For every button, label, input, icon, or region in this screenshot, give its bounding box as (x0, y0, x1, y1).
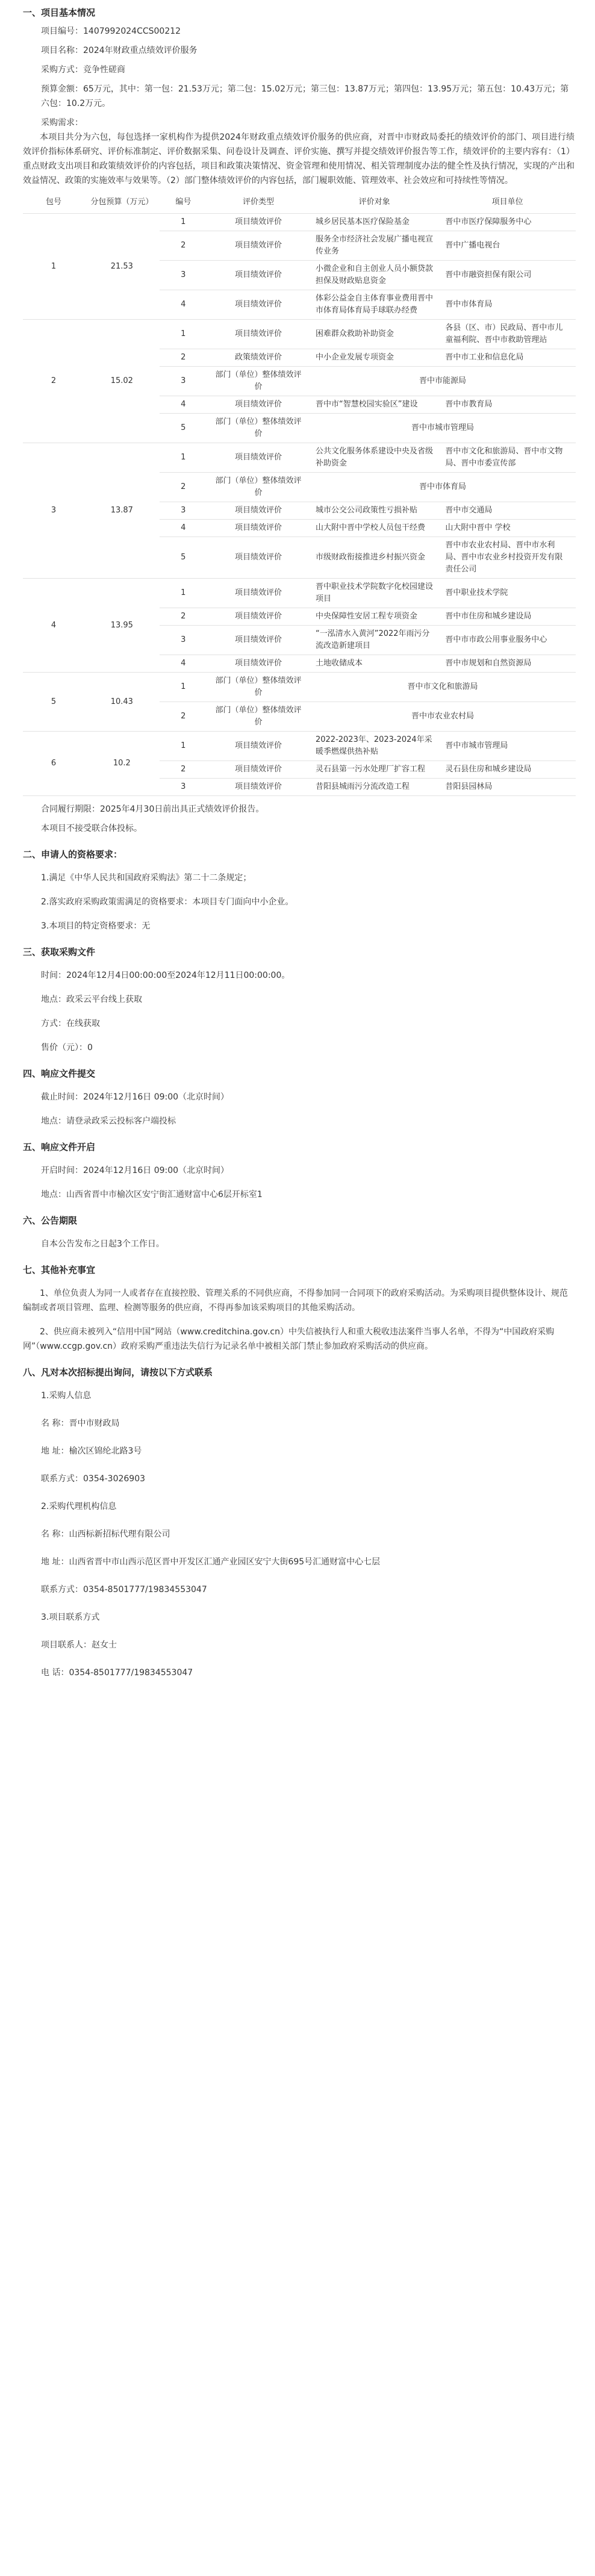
item-number-cell: 4 (160, 655, 207, 673)
item-number-cell: 2 (160, 702, 207, 732)
eval-type-cell: 项目绩效评价 (207, 290, 310, 320)
item-number-cell: 3 (160, 626, 207, 655)
header-eval-type: 评价类型 (207, 191, 310, 214)
opening-time: 开启时间：2024年12月16日 09:00（北京时间） (41, 1166, 229, 1175)
item-number-cell: 1 (160, 320, 207, 349)
item-number-cell: 1 (160, 673, 207, 702)
agent-heading: 2.采购代理机构信息 (41, 1502, 117, 1511)
project-unit-cell: 晋中市工业和信息化局 (439, 349, 576, 367)
item-number-cell: 1 (160, 214, 207, 231)
project-unit-cell: 灵石县住房和城乡建设局 (439, 761, 576, 779)
project-unit-cell: 晋中广播电视台 (439, 231, 576, 261)
section-title: 八、凡对本次招标提出询问，请按以下方式联系 (23, 1367, 213, 1378)
eval-object-cell: 服务全市经济社会发展广播电视宣传业务 (310, 231, 439, 261)
item-number-cell: 2 (160, 761, 207, 779)
package-table (23, 191, 576, 796)
eval-object-cell: 中小企业发展专项资金 (310, 349, 439, 367)
eval-type-cell: 部门（单位）整体绩效评价 (207, 473, 310, 502)
package-number-cell: 5 (23, 673, 84, 732)
agent-address: 地 址：山西省晋中市山西示范区晋中开发区汇通产业园区安宁大街695号汇通财富中心七层 (41, 1557, 381, 1567)
item-number-cell: 3 (160, 779, 207, 796)
procurement-method: 采购方式：竞争性磋商 (41, 65, 125, 75)
eval-type-cell: 部门（单位）整体绩效评价 (207, 414, 310, 443)
notice-period-text: 自本公告发布之日起3个工作日。 (41, 1239, 164, 1249)
section-title: 七、其他补充事宜 (23, 1265, 96, 1275)
eval-object-cell: 公共文化服务体系建设中央及省级补助资金 (310, 443, 439, 473)
section-submission (23, 1065, 575, 1128)
eval-object-cell: 山大附中晋中学校人员包干经费 (310, 520, 439, 537)
eval-type-cell: 项目绩效评价 (207, 655, 310, 673)
eval-type-cell: 项目绩效评价 (207, 396, 310, 414)
eval-type-cell: 项目绩效评价 (207, 214, 310, 231)
section-title: 三、获取采购文件 (23, 947, 96, 957)
package-number-cell: 2 (23, 320, 84, 443)
project-unit-cell: 山大附中晋中 学校 (439, 520, 576, 537)
table-row (23, 214, 576, 231)
header-eval-object: 评价对象 (310, 191, 439, 214)
eval-object-cell: 土地收储成本 (310, 655, 439, 673)
eval-type-cell: 项目绩效评价 (207, 443, 310, 473)
project-unit-cell: 晋中市城市管理局 (439, 732, 576, 761)
eval-type-cell: 政策绩效评价 (207, 349, 310, 367)
header-project-unit: 项目单位 (439, 191, 576, 214)
project-unit-cell: 晋中市交通局 (439, 502, 576, 520)
item-number-cell: 2 (160, 608, 207, 626)
eval-type-cell: 项目绩效评价 (207, 779, 310, 796)
project-unit-cell: 晋中市教育局 (439, 396, 576, 414)
section-notice-period (23, 1212, 575, 1251)
eval-object-cell: 晋中市体育局 (310, 473, 576, 502)
obtain-time: 时间：2024年12月4日00:00:00至2024年12月11日00:00:00。 (41, 971, 290, 980)
eval-type-cell: 项目绩效评价 (207, 502, 310, 520)
project-unit-cell: 晋中市农业农村局、晋中市水利局、晋中市农业乡村投资开发有限责任公司 (439, 537, 576, 579)
project-number: 项目编号：1407992024CCS00212 (41, 26, 181, 36)
package-budget-cell: 13.87 (84, 443, 160, 579)
item-number-cell: 4 (160, 290, 207, 320)
obtain-place: 地点：政采云平台线上获取 (41, 995, 142, 1004)
package-number-cell: 3 (23, 443, 84, 579)
requirement-text: 本项目共分为六包，每包选择一家机构作为提供2024年财政重点绩效评价服务的供应商，对晋中市财政局委托的绩效评价的部门、项目进行绩效评价指标体系研究、评价标准制定、评价数据采集、问卷设计及调查、评价实施、撰写并提交绩效评价报告等工作，绩效评价的主要内容有：（1）重点财政支出项目和政策绩效评价的内容包括，项目和政策决策情况、资金管理和使用情况、相关管理制度办法的健全性及执行情况，实现的产出和效益情况、政策的实施效率与效果等。（2）部门整体绩效评价的内容包括，部门履职效能、管理效率、社会效应和可持续性等情况。 (23, 132, 575, 185)
eval-object-cell: 晋中职业技术学院数字化校园建设项目 (310, 579, 439, 608)
section-title: 二、申请人的资格要求： (23, 849, 123, 860)
eval-type-cell: 部门（单位）整体绩效评价 (207, 367, 310, 396)
eval-object-cell: 灵石县第一污水处理厂扩容工程 (310, 761, 439, 779)
qualification-item: 1.满足《中华人民共和国政府采购法》第二十二条规定； (41, 873, 252, 883)
eval-object-cell: 市级财政衔接推进乡村振兴资金 (310, 537, 439, 579)
eval-object-cell: 2022-2023年、2023-2024年采暖季燃煤供热补贴 (310, 732, 439, 761)
eval-type-cell: 项目绩效评价 (207, 732, 310, 761)
item-number-cell: 5 (160, 537, 207, 579)
contact-heading: 3.项目联系方式 (41, 1613, 100, 1622)
contact-phone: 电 话：0354-8501777/19834553047 (41, 1668, 193, 1678)
package-budget-cell: 15.02 (84, 320, 160, 443)
item-number-cell: 1 (160, 732, 207, 761)
item-number-cell: 5 (160, 414, 207, 443)
project-unit-cell: 晋中市住房和城乡建设局 (439, 608, 576, 626)
eval-object-cell: 晋中市能源局 (310, 367, 576, 396)
project-unit-cell: 晋中市融资担保有限公司 (439, 261, 576, 290)
obtain-way: 方式：在线获取 (41, 1019, 100, 1028)
eval-object-cell: 小微企业和自主创业人员小额贷款担保及财政贴息资金 (310, 261, 439, 290)
eval-object-cell: 晋中市城市管理局 (310, 414, 576, 443)
package-number-cell: 6 (23, 732, 84, 796)
section-contacts (23, 1363, 575, 1680)
budget-amount: 预算金额：65万元，其中：第一包：21.53万元；第二包：15.02万元；第三包：13.87万元；第四包：13.95万元；第五包：10.43万元；第六包：10.2万元。 (41, 84, 569, 108)
header-item-no: 编号 (160, 191, 207, 214)
table-row (23, 732, 576, 761)
contact-person: 项目联系人：赵女士 (41, 1640, 117, 1650)
table-row (23, 443, 576, 473)
eval-type-cell: 部门（单位）整体绩效评价 (207, 673, 310, 702)
submission-deadline: 截止时间：2024年12月16日 09:00（北京时间） (41, 1092, 229, 1102)
project-unit-cell: 晋中市规划和自然资源局 (439, 655, 576, 673)
package-number-cell: 4 (23, 579, 84, 673)
requirement-label: 采购需求： (41, 118, 83, 128)
project-name: 项目名称：2024年财政重点绩效评价服务 (41, 46, 198, 55)
section-title: 一、项目基本情况 (23, 7, 96, 18)
eval-type-cell: 部门（单位）整体绩效评价 (207, 702, 310, 732)
item-number-cell: 4 (160, 396, 207, 414)
package-budget-cell: 13.95 (84, 579, 160, 673)
buyer-phone: 联系方式：0354-3026903 (41, 1474, 146, 1484)
project-unit-cell: 晋中职业技术学院 (439, 579, 576, 608)
qualification-item: 3.本项目的特定资格要求：无 (41, 921, 151, 931)
package-number-cell: 1 (23, 214, 84, 320)
eval-object-cell: 晋中市农业农村局 (310, 702, 576, 732)
section-title: 五、响应文件开启 (23, 1142, 96, 1153)
buyer-address: 地 址：榆次区锦纶北路3号 (41, 1446, 142, 1456)
eval-object-cell: 中央保障性安居工程专项资金 (310, 608, 439, 626)
item-number-cell: 1 (160, 579, 207, 608)
project-unit-cell: 昔阳县园林局 (439, 779, 576, 796)
buyer-name: 名 称：晋中市财政局 (41, 1419, 120, 1428)
item-number-cell: 2 (160, 349, 207, 367)
item-number-cell: 3 (160, 261, 207, 290)
table-row (23, 673, 576, 702)
qualification-item: 2.落实政府采购政策需满足的资格要求：本项目专门面向中小企业。 (41, 897, 294, 907)
item-number-cell: 3 (160, 502, 207, 520)
table-header-row (23, 191, 576, 214)
section-opening (23, 1138, 575, 1202)
project-unit-cell: 晋中市医疗保障服务中心 (439, 214, 576, 231)
eval-type-cell: 项目绩效评价 (207, 608, 310, 626)
project-unit-cell: 晋中市文化和旅游局、晋中市文物局、晋中市委宣传部 (439, 443, 576, 473)
agent-phone: 联系方式：0354-8501777/19834553047 (41, 1585, 207, 1594)
eval-type-cell: 项目绩效评价 (207, 231, 310, 261)
agent-name: 名 称：山西标新招标代理有限公司 (41, 1529, 170, 1539)
eval-type-cell: 项目绩效评价 (207, 579, 310, 608)
eval-type-cell: 项目绩效评价 (207, 761, 310, 779)
section-obtain-documents (23, 943, 575, 1055)
eval-object-cell: 昔阳县城雨污分流改造工程 (310, 779, 439, 796)
eval-type-cell: 项目绩效评价 (207, 626, 310, 655)
item-number-cell: 4 (160, 520, 207, 537)
package-budget-cell: 10.2 (84, 732, 160, 796)
table-row (23, 579, 576, 608)
section-title: 四、响应文件提交 (23, 1068, 96, 1079)
table-row (23, 320, 576, 349)
package-budget-cell: 10.43 (84, 673, 160, 732)
section-qualifications (23, 845, 575, 933)
eval-type-cell: 项目绩效评价 (207, 320, 310, 349)
header-package-no: 包号 (23, 191, 84, 214)
project-unit-cell: 晋中市体育局 (439, 290, 576, 320)
project-unit-cell: 各县（区、市）民政局、晋中市儿童福利院、晋中市救助管理站 (439, 320, 576, 349)
eval-object-cell: 困难群众救助补助资金 (310, 320, 439, 349)
eval-object-cell: 体彩公益金自主体育事业费用晋中市体育局体育局手球联办经费 (310, 290, 439, 320)
eval-object-cell: 城乡居民基本医疗保险基金 (310, 214, 439, 231)
header-package-budget: 分包预算（万元） (84, 191, 160, 214)
buyer-heading: 1.采购人信息 (41, 1391, 92, 1401)
eval-type-cell: 项目绩效评价 (207, 537, 310, 579)
item-number-cell: 2 (160, 231, 207, 261)
opening-place: 地点：山西省晋中市榆次区安宁街汇通财富中心6层开标室1 (41, 1190, 263, 1199)
package-budget-cell: 21.53 (84, 214, 160, 320)
consortium-note: 本项目不接受联合体投标。 (41, 824, 142, 833)
eval-object-cell: 晋中市“智慧校园实验区”建设 (310, 396, 439, 414)
item-number-cell: 2 (160, 473, 207, 502)
eval-object-cell: 晋中市文化和旅游局 (310, 673, 576, 702)
eval-object-cell: “一泓清水入黄河”2022年雨污分流改造新建项目 (310, 626, 439, 655)
eval-object-cell: 城市公交公司政策性亏损补贴 (310, 502, 439, 520)
other-matter-item: 2、供应商未被列入“信用中国”网站（www.creditchina.gov.cn）中失信被执行人和重大税收违法案件当事人名单，不得为“中国政府采购网”（www.ccgp.gov.cn）政府采购严重违法失信行为记录名单中被相关部门禁止参加政府采购活动的供应商。 (23, 1327, 555, 1351)
item-number-cell: 3 (160, 367, 207, 396)
submission-place: 地点：请登录政采云投标客户端投标 (41, 1116, 176, 1126)
other-matter-item: 1、单位负责人为同一人或者存在直接控股、管理关系的不同供应商，不得参加同一合同项下的政府采购活动。为采购项目提供整体设计、规范编制或者项目管理、监理、检测等服务的供应商，不得再参加该采购项目的其他采购活动。 (23, 1289, 568, 1313)
project-unit-cell: 晋中市市政公用事业服务中心 (439, 626, 576, 655)
eval-type-cell: 项目绩效评价 (207, 520, 310, 537)
obtain-price: 售价（元）：0 (41, 1043, 93, 1053)
eval-type-cell: 项目绩效评价 (207, 261, 310, 290)
section-basic-info (23, 4, 575, 836)
section-title: 六、公告期限 (23, 1215, 78, 1226)
item-number-cell: 1 (160, 443, 207, 473)
contract-period: 合同履行期限：2025年4月30日前出具正式绩效评价报告。 (41, 804, 264, 814)
section-other-matters (23, 1261, 575, 1354)
